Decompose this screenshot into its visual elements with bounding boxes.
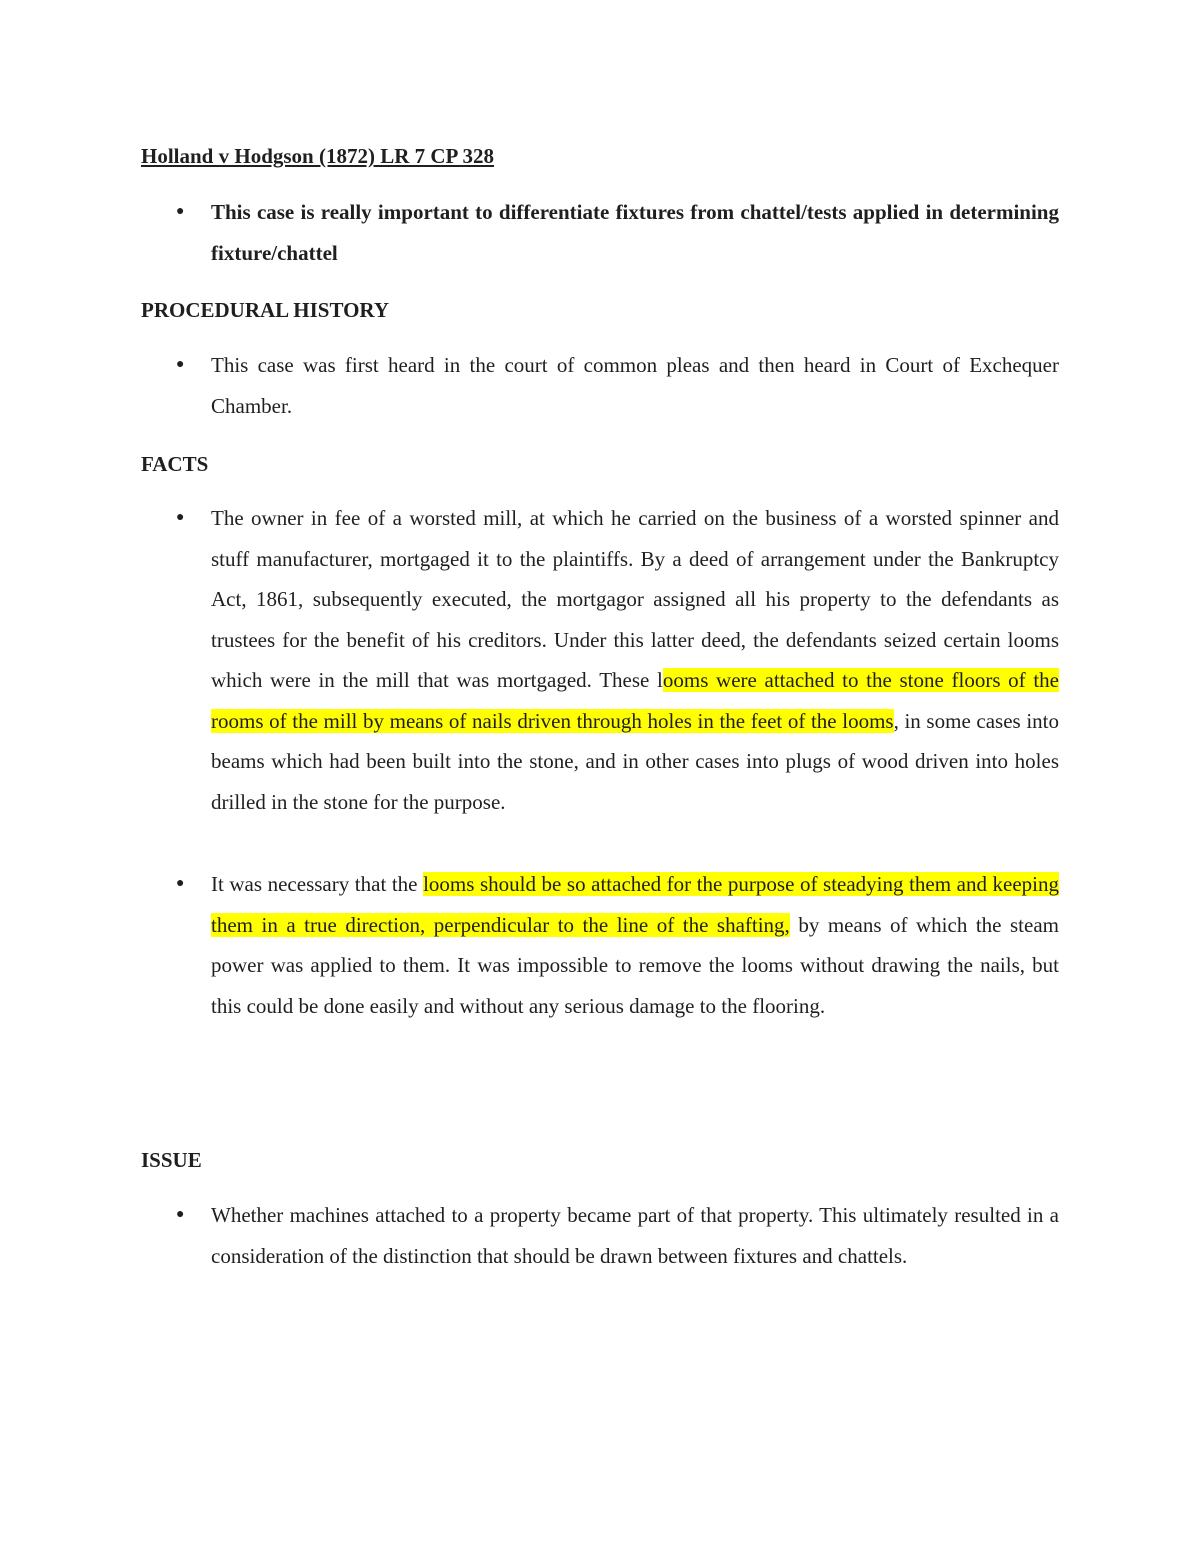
facts-bullet-2-text-a: It was necessary that the [211,872,424,896]
issue-bullet-text: Whether machines attached to a property became part of that property. This ultimately resulted in a consideration of the distinction that should be drawn between fixtures and chattels. [211,1203,1059,1268]
heading-issue: ISSUE [141,1148,202,1172]
facts-bullet-2-text-b: by means of which the steam power was applied to them. It was impossible to remove the looms without drawing the nails, but this could be done easily and without any serious damage to the flooring. [211,912,1059,1018]
intro-bullet [176,192,1059,273]
facts-bullet-1 [176,498,1060,822]
bullet-icon: ● [176,510,185,525]
issue-bullet [176,1195,1059,1276]
facts-bullet-1-highlight: ooms were attached to the stone floors of the rooms of the mill by means of nails driven through holes in the feet of the looms [211,668,1060,733]
bullet-icon: ● [176,876,185,891]
facts-bullet-1-text-b: , in some cases into beams which had been built into the stone, and in other cases into plugs of wood driven into holes drilled in the stone for the purpose. [211,708,1059,814]
intro-bullet-text: This case is really important to differentiate fixtures from chattel/tests applied in determining fixture/chattel [211,200,1059,265]
procedural-history-bullet [176,345,1059,426]
procedural-history-text: This case was first heard in the court of common pleas and then heard in Court of Exchequer Chamber. [211,353,1059,418]
bullet-icon: ● [176,204,185,219]
facts-bullet-2-highlight: looms should be so attached for the purpose of steadying them and keeping them in a true direction, perpendicular to the line of the shafting, [211,872,1059,937]
facts-bullet-2 [176,864,1059,1026]
bullet-icon: ● [176,357,185,372]
case-title: Holland v Hodgson (1872) LR 7 CP 328 [141,144,494,168]
heading-facts: FACTS [141,452,209,476]
bullet-icon: ● [176,1207,185,1222]
heading-procedural-history: PROCEDURAL HISTORY [141,298,390,322]
facts-bullet-1-text-a: The owner in fee of a worsted mill, at which he carried on the business of a worsted spinner and stuff manufacturer, mortgaged it to the plaintiffs. By a deed of arrangement under the Bankruptcy Act, 1861, subsequently executed, the mortgagor assigned all his property to the defendants as trustees for the benefit of his creditors. Under this latter deed, the defendants seized certain looms which were in the mill that was mortgaged. These l [211,506,1059,692]
